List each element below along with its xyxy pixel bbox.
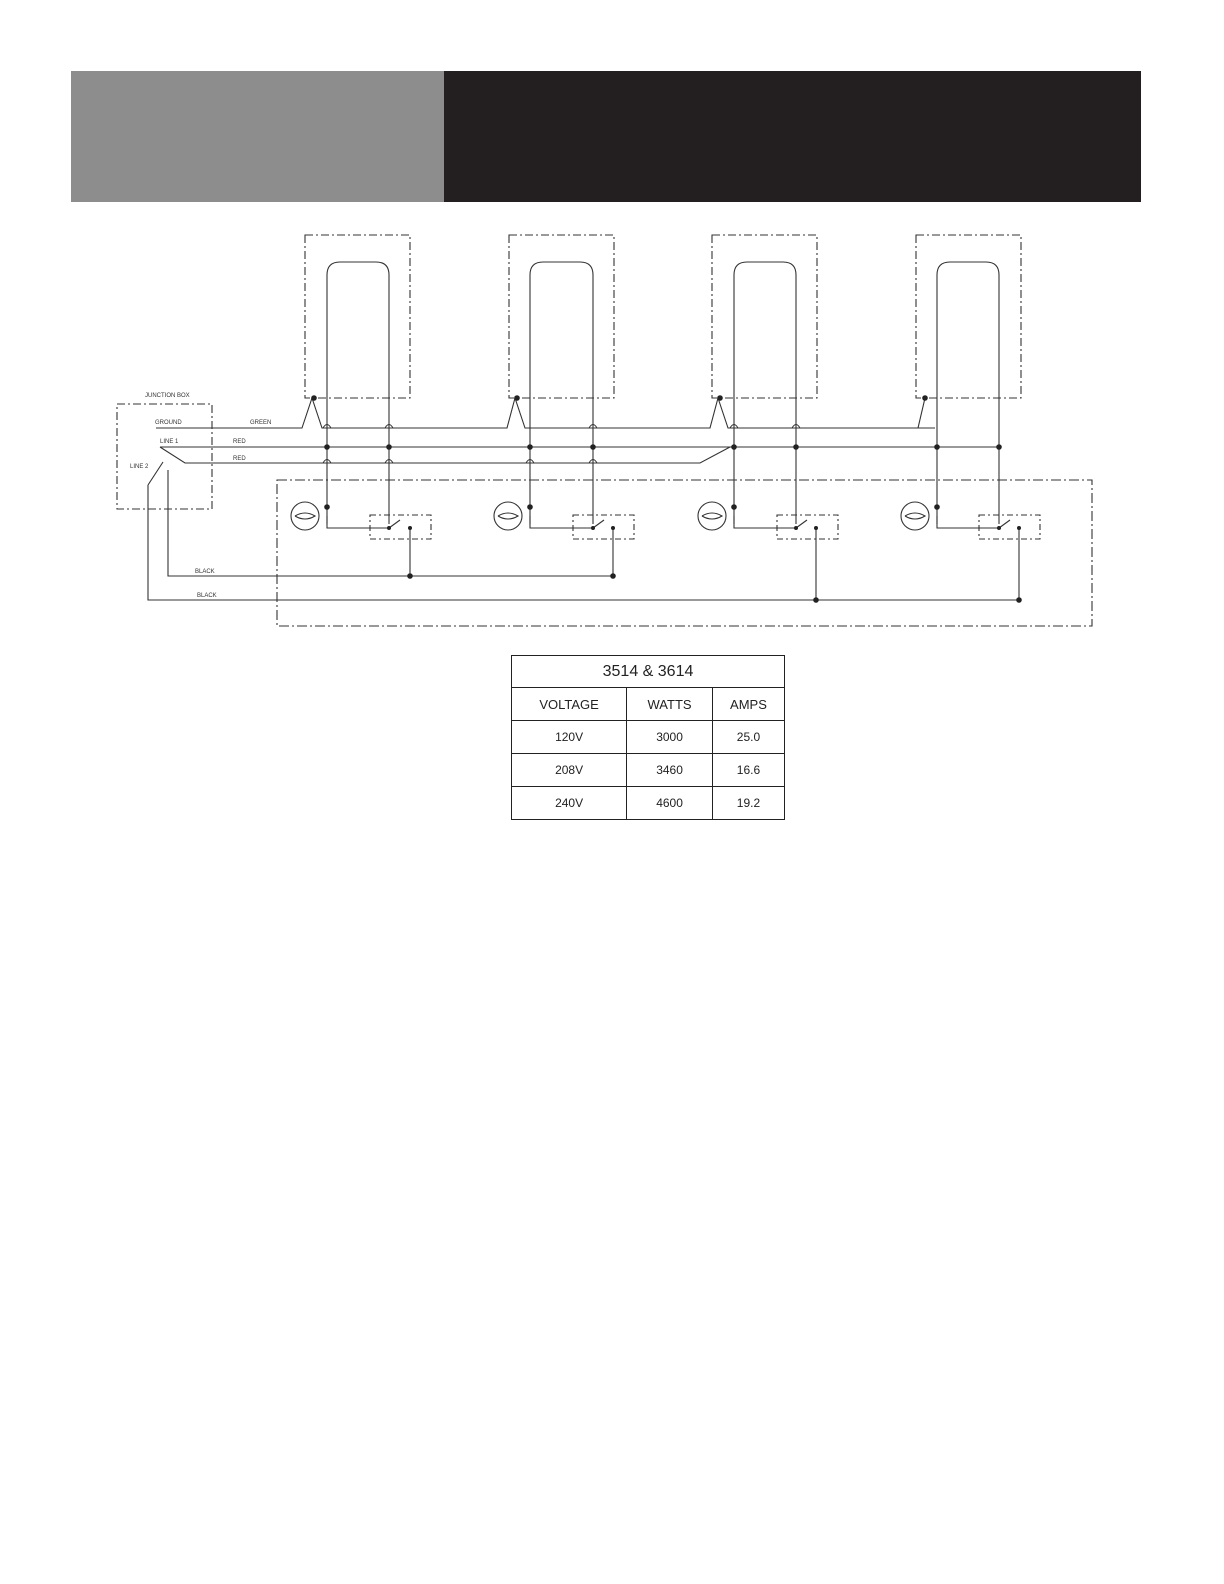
table-row (512, 721, 785, 754)
heating-element-2 (530, 262, 593, 398)
column-header-amps: AMPS (712, 688, 784, 721)
black-wire-2 (148, 462, 1019, 600)
switch-box-1 (370, 515, 431, 539)
spec-table (511, 655, 785, 820)
ground-label: GROUND (155, 420, 182, 426)
table-row (512, 754, 785, 787)
black-wire-label-2: BLACK (197, 593, 217, 599)
amps-cell: 19.2 (712, 787, 784, 820)
element-box-4 (916, 235, 1021, 398)
switch-box-4 (979, 515, 1040, 539)
red-wire-label-1: RED (233, 439, 246, 445)
amps-cell: 16.6 (712, 754, 784, 787)
voltage-cell: 240V (512, 787, 627, 820)
control-enclosure (277, 480, 1092, 626)
black-wire-1 (168, 470, 613, 576)
ground-wire (156, 398, 935, 428)
table-row (512, 787, 785, 820)
watts-cell: 3460 (627, 754, 713, 787)
switch-box-2 (573, 515, 634, 539)
voltage-cell: 120V (512, 721, 627, 754)
amps-cell: 25.0 (712, 721, 784, 754)
element-box-2 (509, 235, 614, 398)
element-box-1 (305, 235, 410, 398)
element-box-3 (712, 235, 817, 398)
heating-element-4 (937, 262, 999, 398)
column-header-watts: WATTS (627, 688, 713, 721)
voltage-cell: 208V (512, 754, 627, 787)
green-wire-label: GREEN (250, 420, 272, 426)
switch-box-3 (777, 515, 838, 539)
spec-table-title: 3514 & 3614 (512, 656, 785, 688)
heating-element-1 (327, 262, 389, 398)
line1-label: LINE 1 (160, 439, 179, 445)
black-wire-label-1: BLACK (195, 569, 215, 575)
column-header-voltage: VOLTAGE (512, 688, 627, 721)
heating-element-3 (734, 262, 796, 398)
line2-label: LINE 2 (130, 464, 149, 470)
junction-box-label: JUNCTION BOX (145, 393, 190, 399)
red-wire-label-2: RED (233, 456, 246, 462)
watts-cell: 4600 (627, 787, 713, 820)
watts-cell: 3000 (627, 721, 713, 754)
